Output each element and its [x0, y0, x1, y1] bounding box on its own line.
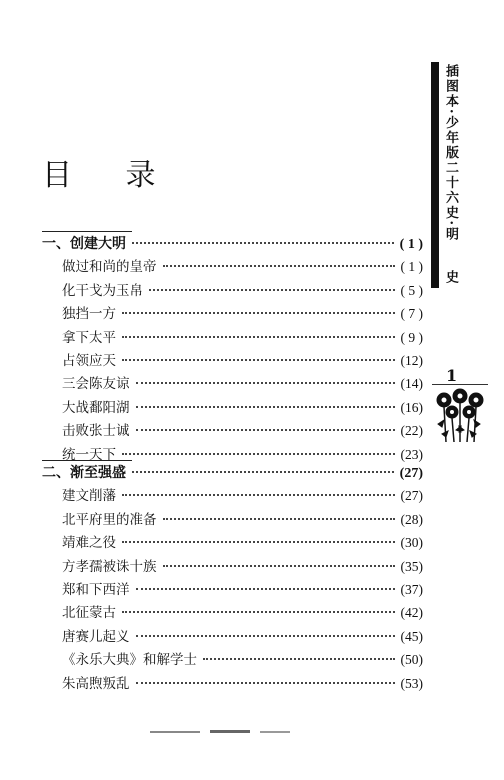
page-ref: ( 1 ): [400, 259, 423, 275]
dot-leader: [149, 289, 395, 291]
toc-entry[interactable]: [62, 509, 423, 531]
page-ref: (35): [400, 558, 423, 574]
dot-leader: [136, 682, 395, 684]
dot-leader: [132, 471, 394, 473]
page-ref: ( 5 ): [400, 282, 423, 298]
dot-leader: [122, 611, 395, 613]
toc-entry[interactable]: [62, 649, 423, 671]
dot-leader: [132, 242, 394, 244]
entry-title: 朱高煦叛乱: [62, 675, 130, 692]
entry-title: 三会陈友谅: [62, 376, 130, 393]
dot-leader: [122, 336, 395, 338]
page-ref: (45): [400, 628, 423, 644]
page-ref: (14): [400, 376, 423, 392]
entry-title: 唐赛儿起义: [62, 628, 130, 645]
dot-leader: [136, 429, 395, 431]
dot-leader: [163, 265, 395, 267]
page-ref: ( 1 ): [399, 237, 423, 252]
toc-entry[interactable]: [62, 532, 423, 554]
page-ref: (37): [400, 582, 423, 597]
dot-leader: [122, 312, 395, 314]
dot-leader: [122, 359, 395, 361]
side-divider: [432, 384, 488, 385]
dot-leader: [122, 453, 395, 455]
entry-title: 独挡一方: [62, 306, 116, 323]
page-ref: (23): [400, 446, 423, 462]
scan-artifact: [150, 728, 330, 736]
entry-title: 大战鄱阳湖: [62, 399, 130, 416]
dot-leader: [136, 406, 395, 408]
flower-ornament-icon: [432, 388, 490, 446]
page-ref: (22): [400, 423, 423, 439]
dot-leader: [136, 588, 395, 590]
entry-title: 北平府里的准备: [62, 511, 157, 528]
entry-title: 北征蒙古: [62, 605, 116, 622]
toc-entry[interactable]: [62, 579, 423, 601]
section-rule: [42, 231, 132, 232]
toc-entry[interactable]: [62, 626, 423, 648]
dot-leader: [163, 518, 395, 520]
section-title: 一、创建大明: [42, 236, 126, 252]
toc-entry[interactable]: [62, 280, 423, 302]
dot-leader: [163, 565, 395, 567]
entry-title: 拿下太平: [62, 329, 116, 346]
page-ref: (28): [400, 511, 423, 527]
page-ref: (50): [400, 652, 423, 668]
dot-leader: [122, 541, 395, 543]
toc-section-heading[interactable]: [42, 462, 423, 484]
dot-leader: [136, 382, 395, 384]
toc-entry[interactable]: [62, 602, 423, 624]
dot-leader: [203, 658, 395, 660]
page-ref: (42): [400, 605, 423, 621]
entry-title: 靖难之役: [62, 535, 116, 552]
toc-entry[interactable]: [62, 420, 423, 442]
toc-entry[interactable]: [62, 673, 423, 695]
page-ref: ( 9 ): [400, 329, 423, 345]
toc-entry[interactable]: [62, 556, 423, 578]
page-ref: (16): [400, 399, 423, 415]
entry-title: 《永乐大典》和解学士: [62, 652, 197, 669]
entry-title: 建文削藩: [62, 488, 116, 505]
side-book: 史: [443, 270, 458, 283]
entry-title: 化干戈为玉帛: [62, 282, 143, 299]
toc-section-heading[interactable]: [42, 233, 423, 255]
entry-title: 统一天下: [62, 446, 116, 463]
side-header: 插图本·少年版二十六史·明: [443, 64, 458, 243]
toc-entry[interactable]: [62, 303, 423, 325]
page-ref: (53): [400, 675, 423, 691]
dot-leader: [136, 635, 395, 637]
entry-title: 占领应天: [62, 353, 116, 369]
page-ref: (27): [399, 466, 423, 481]
page-title: 目 录: [42, 158, 178, 193]
page-ref: (27): [400, 488, 423, 504]
entry-title: 方孝孺被诛十族: [62, 558, 157, 575]
toc-entry[interactable]: [62, 373, 423, 395]
entry-title: 击败张士诚: [62, 423, 130, 440]
page-number: 1: [446, 366, 458, 385]
toc-entry[interactable]: [62, 350, 423, 372]
page-ref: (30): [400, 535, 423, 551]
page-ref: ( 7 ): [400, 306, 423, 322]
page-ref: (12): [400, 353, 423, 368]
side-bar: [431, 62, 439, 288]
section-title: 二、渐至强盛: [42, 465, 126, 481]
toc-entry[interactable]: [62, 397, 423, 419]
dot-leader: [122, 494, 395, 496]
entry-title: 做过和尚的皇帝: [62, 259, 157, 276]
entry-title: 郑和下西洋: [62, 582, 130, 598]
section-rule: [42, 460, 132, 461]
toc-entry[interactable]: [62, 485, 423, 507]
toc-entry[interactable]: [62, 256, 423, 278]
toc-entry[interactable]: [62, 327, 423, 349]
